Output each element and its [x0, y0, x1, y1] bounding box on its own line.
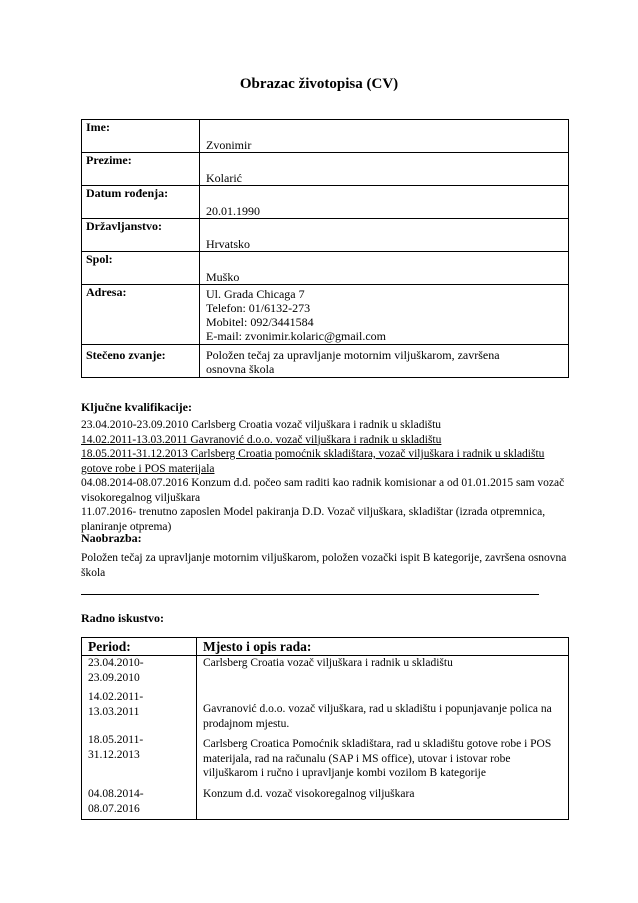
label-spol: Spol:: [82, 252, 200, 285]
value-ime: Zvonimir: [200, 120, 569, 153]
column-period: Period:: [82, 638, 197, 656]
row-steceno-zvanje: [82, 345, 569, 378]
education-heading: Naobrazba:: [81, 531, 142, 545]
label-steceno-zvanje: Stečeno zvanje:: [82, 345, 200, 378]
address-street: Ul. Grada Chicaga 7: [206, 287, 305, 301]
description-cell: Gavranović d.o.o. vozač viljuškara, rad u skladištu i popunjavanje polica na prodajnom mjestu.: [197, 688, 569, 731]
qualification-entry: 18.05.2011-31.12.2013 Carlsberg Croatia pomoćnik skladištara, vozač viljuškara i radnik u skladištu gotove robe i POS materijala: [81, 448, 545, 475]
row-prezime: [82, 153, 569, 186]
table-row: [82, 688, 569, 731]
qualification-line-2: osnovna škola: [206, 362, 275, 376]
qualification-entry: 23.04.2010-23.09.2010 Carlsberg Croatia vozač viljuškara i radnik u skladištu: [81, 419, 442, 431]
education-text: Položen tečaj za upravljanje motornim viljuškarom, položen vozački ispit B kategorije, završena osnovna škola: [81, 552, 567, 579]
table-row: [82, 731, 569, 783]
period-cell: [82, 783, 197, 820]
period-start: 23.04.2010-: [88, 657, 144, 669]
period-end: 23.09.2010: [88, 671, 140, 684]
value-spol: Muško: [200, 252, 569, 285]
qualification-entry: 14.02.2011-13.03.2011 Gavranović d.o.o. vozač viljuškara i radnik u skladištu: [81, 433, 442, 446]
table-row: [82, 656, 569, 689]
period-end: 08.07.2016: [88, 802, 140, 815]
period-start: 04.08.2014-: [88, 788, 144, 800]
qualification-line-1: Položen tečaj za upravljanje motornim viljuškarom, završena: [206, 348, 500, 362]
row-datum-rodjenja: [82, 186, 569, 219]
period-start: 14.02.2011-: [88, 691, 144, 703]
column-description: Mjesto i opis rada:: [197, 638, 569, 656]
qualifications-list: [81, 418, 571, 534]
row-spol: [82, 252, 569, 285]
label-prezime: Prezime:: [82, 153, 200, 186]
period-end: 31.12.2013: [88, 748, 140, 761]
description-cell: Konzum d.d. vozač visokoregalnog viljuškara: [197, 783, 569, 820]
page-title: Obrazac životopisa (CV): [239, 76, 399, 92]
personal-info-table: [81, 119, 569, 378]
experience-heading: Radno iskustvo:: [81, 611, 165, 625]
value-datum-rodjenja: 20.01.1990: [200, 186, 569, 219]
period-cell: [82, 731, 197, 783]
experience-table: [81, 637, 569, 820]
experience-header-row: [82, 638, 569, 656]
qualifications-heading: Ključne kvalifikacije:: [81, 400, 192, 414]
period-start: 18.05.2011-: [88, 734, 144, 746]
table-row: [82, 783, 569, 820]
value-adresa: [200, 285, 569, 345]
value-prezime: Kolarić: [200, 153, 569, 186]
row-ime: [82, 120, 569, 153]
row-adresa: [82, 285, 569, 345]
period-cell: [82, 688, 197, 731]
label-datum-rodjenja: Datum rođenja:: [82, 186, 200, 219]
value-steceno-zvanje: [200, 345, 569, 378]
divider: [81, 594, 539, 595]
row-drzavljanstvo: [82, 219, 569, 252]
value-drzavljanstvo: Hrvatsko: [200, 219, 569, 252]
label-ime: Ime:: [82, 120, 200, 153]
description-cell: Carlsberg Croatia vozač viljuškara i radnik u skladištu: [197, 656, 569, 689]
qualification-entry: 04.08.2014-08.07.2016 Konzum d.d. počeo sam raditi kao radnik komisionar a od 01.01.2015 sam vozač visokoregalnog viljuškara: [81, 477, 565, 504]
label-drzavljanstvo: Državljanstvo:: [82, 219, 200, 252]
qualification-entry: 11.07.2016- trenutno zaposlen Model pakiranja D.D. Vozač viljuškara, skladištar (izrada otpremnica, planiranje otprema): [81, 506, 546, 533]
description-cell: Carlsberg Croatica Pomoćnik skladištara, rad u skladištu gotove robe i POS materijala, rad na računalu (SAP i MS office), utovar i istovar robe viljuškarom i ručno i upravljanje kombi vozilom B kategorije: [197, 731, 569, 783]
period-end: 13.03.2011: [88, 705, 140, 718]
address-email: E-mail: zvonimir.kolaric@gmail.com: [206, 329, 387, 343]
label-adresa: Adresa:: [82, 285, 200, 345]
period-cell: [82, 656, 197, 689]
address-phone: Telefon: 01/6132-273: [206, 301, 311, 315]
address-mobile: Mobitel: 092/3441584: [206, 315, 314, 329]
